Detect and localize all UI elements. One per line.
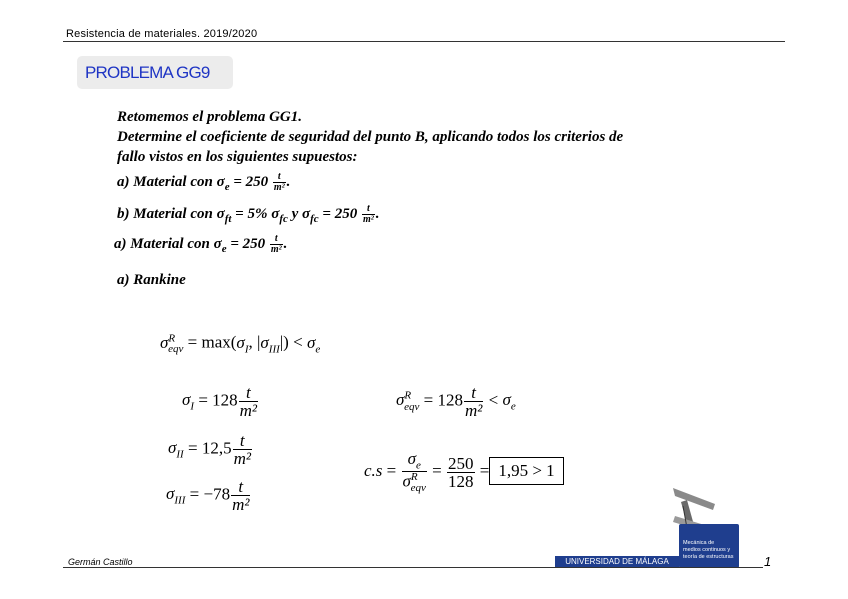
statement-line-3: fallo vistos en los siguientes supuestos: (117, 149, 358, 165)
repeat-value: 250 (242, 235, 266, 252)
repeat-prefix: a) Material con (114, 235, 214, 252)
unit-fraction: $\frac{t}{\text{m²}}$ (270, 233, 282, 255)
unit-fraction: $\frac{t}{\text{m²}}$ (362, 203, 374, 225)
logo-text: Mecánica de (683, 540, 715, 546)
item-b-value: 250 (334, 205, 358, 222)
item-b-and: y (287, 205, 303, 222)
footer-divider (63, 567, 763, 568)
item-b-middle: = 5% (231, 205, 272, 222)
sigma-I-equation: $\sigma_I = 128$ $\frac{t}{\text{m²}}$ (182, 383, 258, 420)
sigma-II-equation: $\sigma_{II} = 12,5$ $\frac{t}{\text{m²}}$ (168, 431, 251, 468)
item-a-prefix: a) Material con (117, 173, 217, 190)
item-a: a) Material con $\sigma_e = 250$ $\frac{t}{\text{m²}}$ . (117, 171, 291, 193)
item-a-repeat: a) Material con $\sigma_e = 250$ $\frac{t}{\text{m²}}$ . (114, 233, 288, 255)
section-rankine: a) Rankine (117, 272, 186, 288)
sigma-ratio: $\frac{\sigma_e}{\sigma^R_{eqv}}$ (402, 449, 426, 495)
svg-text:medios continuos y: medios continuos y (683, 547, 731, 553)
unit-fraction: $\frac{t}{\text{m²}}$ (273, 171, 285, 193)
statement-line-1: Retomemos el problema GG1. (117, 109, 302, 125)
rankine-equation: $\sigma^R_{eqv} = \max(\sigma_I$, $|\sigma_{III}|) < \sigma_e$ (160, 332, 321, 356)
svg-text:teoría de estructuras: teoría de estructuras (683, 554, 734, 560)
item-a-value: 250 (245, 173, 269, 190)
page-title: PROBLEMA GG9 (85, 63, 210, 82)
sigma-eqv-equation: $\sigma^R_{eqv} = 128$ $\frac{t}{\text{m²}}$ < $\sigma_e$ (396, 383, 516, 420)
statement-line-2: Determine el coeficiente de seguridad del punto B, aplicando todos los criterios de (117, 129, 624, 145)
numeric-ratio: $\frac{250}{128}$ (448, 453, 474, 491)
item-b: b) Material con $\sigma_{ft} = 5\%$ $\sigma_{fc}$ y $\sigma_{fc} = 250$ $\frac{t}{\text{m²}}$ . (117, 203, 380, 225)
safety-coefficient-equation: c.s = $\frac{\sigma_e}{\sigma^R_{eqv}}$ = $\frac{250}{128}$ = 1,95 > 1 (364, 450, 564, 494)
item-b-prefix: b) Material con (117, 205, 217, 222)
header-course: Resistencia de materiales. 2019/2020 (66, 28, 258, 40)
sigma-III-equation: $\sigma_{III} = -78$ $\frac{t}{\text{m²}}$ (166, 477, 250, 514)
result-box: 1,95 > 1 (489, 457, 563, 485)
university-bar: UNIVERSIDAD DE MÁLAGA (555, 556, 679, 567)
header-divider (63, 41, 785, 42)
footer-author: Germán Castillo (68, 557, 133, 567)
page-number: 1 (764, 554, 772, 569)
